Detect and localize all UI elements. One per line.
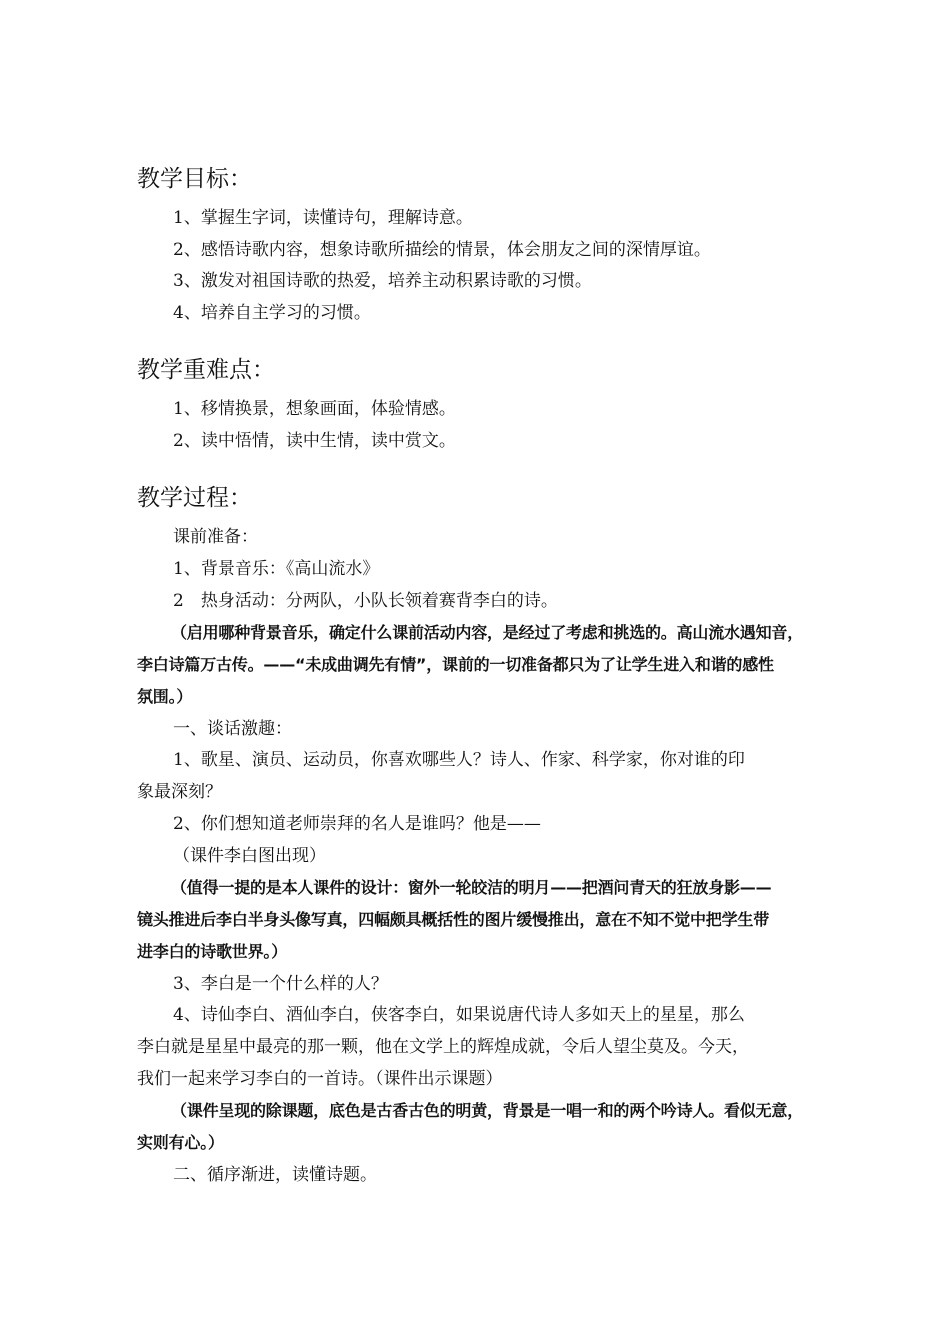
commentary-note: （启用哪种背景音乐，确定什么课前活动内容，是经过了考虑和挑选的。高山流水遇知音，	[171, 623, 804, 642]
prep-title: 课前准备：	[173, 527, 258, 547]
paragraph-line: （课件李白图出现）	[173, 846, 326, 866]
paragraph-line: 1、歌星、演员、运动员，你喜欢哪些人？诗人、作家、科学家，你对谁的印	[173, 750, 745, 770]
objective-item: 2、感悟诗歌内容，想象诗歌所描绘的情景，体会朋友之间的深情厚谊。	[173, 240, 711, 260]
commentary-note: 李白诗篇万古传。——“未成曲调先有情”，课前的一切准备都只为了让学生进入和谐的感性	[137, 655, 774, 674]
objective-item: 3、激发对祖国诗歌的热爱，培养主动积累诗歌的习惯。	[173, 271, 592, 291]
paragraph-line: 象最深刻？	[137, 782, 222, 802]
paragraph-line: 2、你们想知道老师崇拜的名人是谁吗？他是——	[173, 814, 541, 834]
paragraph-line: 李白就是星星中最亮的那一颗，他在文学上的辉煌成就，令后人望尘莫及。今天，	[137, 1037, 749, 1057]
commentary-note: 实则有心。）	[137, 1133, 224, 1152]
objective-item: 4、培养自主学习的习惯。	[173, 303, 371, 323]
commentary-note: 进李白的诗歌世界。）	[137, 942, 288, 961]
keypoints-heading: 教学重难点：	[137, 357, 275, 383]
keypoint-item: 2、读中悟情，读中生情，读中赏文。	[173, 431, 456, 451]
commentary-note: （值得一提的是本人课件的设计：窗外一轮皎洁的明月——把酒问青天的狂放身影——	[171, 878, 772, 897]
prep-item: 1、背景音乐：《高山流水》	[173, 559, 380, 579]
section-title: 二、循序渐进，读懂诗题。	[173, 1165, 377, 1185]
commentary-note: （课件呈现的除课题，底色是古香古色的明黄，背景是一唱一和的两个吟诗人。看似无意，	[171, 1101, 804, 1120]
process-heading: 教学过程：	[137, 485, 252, 511]
prep-item: 2 热身活动：分两队，小队长领着赛背李白的诗。	[173, 591, 558, 611]
objective-item: 1、掌握生字词，读懂诗句，理解诗意。	[173, 208, 473, 228]
commentary-note: 镜头推进后李白半身头像写真，四幅颇具概括性的图片缓慢推出，意在不知不觉中把学生带	[137, 910, 770, 929]
section-title: 一、谈话激趣：	[173, 719, 292, 739]
paragraph-line: 我们一起来学习李白的一首诗。（课件出示课题）	[137, 1069, 503, 1089]
objectives-heading: 教学目标：	[137, 166, 252, 192]
paragraph-line: 3、李白是一个什么样的人？	[173, 974, 388, 994]
commentary-note: 氛围。）	[137, 687, 193, 706]
keypoint-item: 1、移情换景，想象画面，体验情感。	[173, 399, 456, 419]
paragraph-line: 4、诗仙李白、酒仙李白，侠客李白，如果说唐代诗人多如天上的星星，那么	[173, 1005, 745, 1025]
